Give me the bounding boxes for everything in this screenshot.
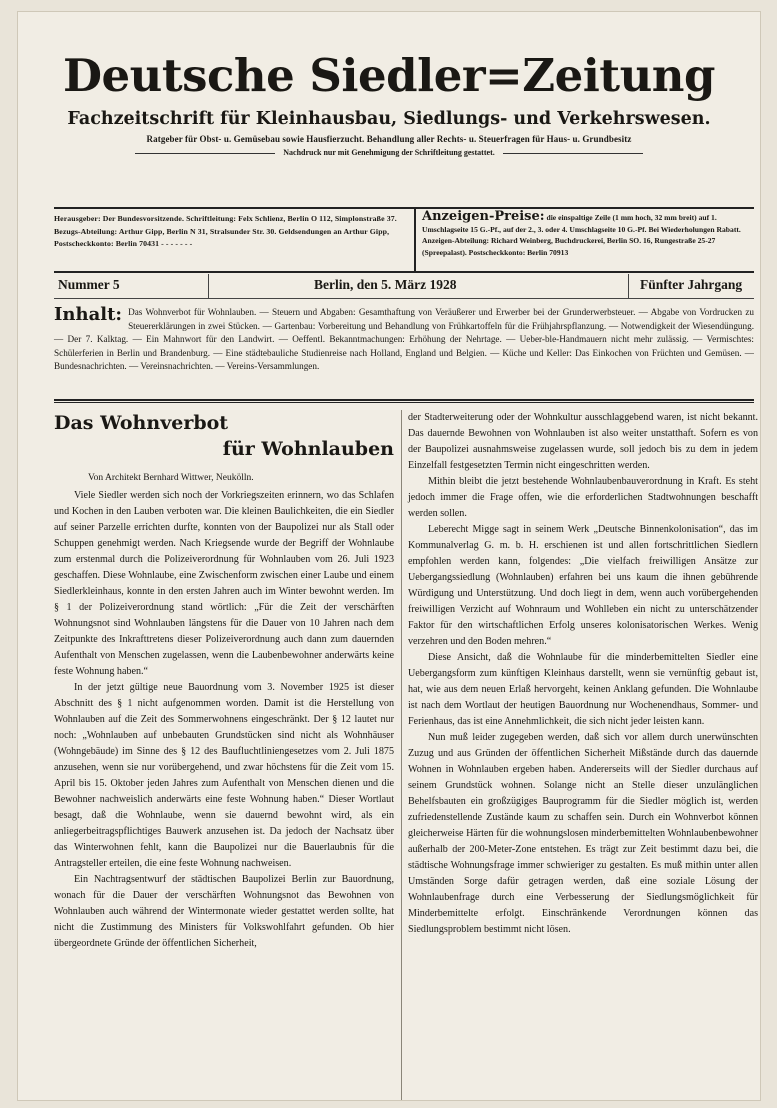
- inhalt-text: Das Wohnverbot für Wohnlauben. — Steuern und Abgaben: Gesamthaftung von Veräußerer und Erwerber bei der Grunderwerbsteuer. — Abgabe von Vordrucken zu Steuererklärungen in zwei Stücken. — Gartenbau: Vorbereitung und Behandlung von Frühkartoffeln für die Frühjahrspflanzung. — Notwendigkeit der Wiesendüngung. — Der 7. Kalktag. — Ein Mahnwort für den Landwirt. — Oeffentl. Bekanntmachungen: Erhöhung der Nehrtage. — Ueber-ble-Handmauern nicht mehr zulässig. — Vermischtes: Schülerferien in Berlin und Brandenburg. — Eine städtebauliche Studienreise nach Holland, England und Belgien. — Küche und Keller: Das Einkochen von Früchten und Gemüsen. — Bundesnachrichten. — Vereinsnachrichten. — Vereins-Versammlungen.: [54, 307, 754, 372]
- section-rule: [54, 399, 754, 401]
- ratgeber-line: Ratgeber für Obst- u. Gemüsebau sowie Hausfierzucht. Behandlung aller Rechts- u. Steuerfragen für Haus- u. Grundbesitz: [146, 134, 632, 144]
- issue-row: [54, 274, 754, 299]
- article-byline: Von Architekt Bernhard Wittwer, Neukölln.: [88, 473, 254, 483]
- article-headline-1: Das Wohnverbot: [54, 412, 229, 434]
- newspaper-subtitle: Fachzeitschrift für Kleinhausbau, Siedlungs- und Verkehrswesen.: [67, 109, 711, 129]
- masthead: [18, 48, 760, 160]
- inhalt-label: Inhalt:: [54, 304, 123, 325]
- article-paragraph: Viele Siedler werden sich noch der Vorkriegszeiten erinnern, wo das Schlafen und Kochen in den Lauben verboten war. Die kleinen Baulichkeiten, die ein Siedler auf seiner Parzelle errichten durfte, konnten von der Baupolizei nur als Stall oder Schuppen genehmigt werden. Nach Kriegsende wurde der Begriff der Wohnlaube zum erstenmal durch die Polizeiverordnung für Wohnlauben vom 26. Juli 1923 geschaffen. Diese Wohnlaube, eine Zwischenform zwischen einer Laube und einem Siedlerkleinhaus, konnte in den ersten Jahren auch im Winter bewohnt werden. Im § 1 der Polizeiverordnung stand wörtlich: „Für die Zeit der verschärften Wohnungsnot sind Wohnlauben längstens für die Dauer von 10 Jahren nach dem Zeitpunkte des Inkrafttretens dieser Polizeiverordnung auch dann zum dauernden Aufenthalt von Menschen zugelassen, wenn die Laubenbewohner anderwärts keine feste Wohnung haben.“: [54, 490, 394, 677]
- nachdruck-text: Nachdruck nur mit Genehmigung der Schriftleitung gestattet.: [283, 148, 495, 157]
- info-divider: [414, 209, 416, 271]
- column-divider: [401, 410, 402, 1100]
- section-rule-thin: [54, 402, 754, 403]
- nachdruck-notice: [18, 146, 760, 160]
- herausgeber-info: Herausgeber: Der Bundesvorsitzende. Schriftleitung: Felx Schlienz, Berlin O 112, Simplonstraße 37. Bezugs-Abteilung: Arthur Gipp, Berlin N 31, Stralsunder Str. 30. Geldsendungen an Arthur Gipp, Postscheckkonto: Berlin 70431 - - - - - - -: [54, 214, 397, 248]
- newspaper-title: Deutsche Siedler=Zeitung: [63, 49, 715, 102]
- issue-separator: [208, 274, 209, 298]
- article-paragraph: Mithin bleibt die jetzt bestehende Wohnlaubenbauverordnung in Kraft. Es steht jedoch immer die Frage offen, wie die erforderlichen Stadtwohnungen beschafft werden sollen.: [408, 476, 758, 519]
- article-headline-2: für Wohnlauben: [222, 438, 394, 460]
- anzeigen-title: Anzeigen-Preise:: [422, 209, 545, 224]
- issue-year: Fünfter Jahrgang: [640, 277, 743, 292]
- article-column-left: [54, 410, 394, 952]
- publisher-info-box: [54, 207, 754, 273]
- newspaper-page: [18, 12, 760, 1100]
- article-column-right: [408, 410, 758, 938]
- issue-number: Nummer 5: [58, 277, 120, 292]
- table-of-contents: [54, 306, 754, 374]
- article-paragraph: der Stadterweiterung oder der Wohnkultur ausschlaggebend waren, ist nicht bekannt. Das dauernde Bewohnen von Wohnlauben ist also weiter unstatthaft. Sofern es von der Baupolizei ausnahmsweise zugelassen wurde, soll jedoch bis zu dem in jedem Einzelfall festgesetzten Termin nicht eingeschritten werden.: [408, 412, 758, 471]
- article-paragraph: Nun muß leider zugegeben werden, daß sich vor allem durch unerwünschten Zuzug und aus Gründen der öffentlichen Sicherheit Mißstände durch das dauernde Wohnen in Wohnlauben ergeben haben. Andererseits will der Siedler durchaus auf seinem Grundstück wohnen. Solange nicht an Stelle dieser unzulänglichen Behelfsbauten ein großzügiges Bauprogramm für die Siedler möglich ist, werden zufriedenstellende Zustände kaum zu schaffen sein. Durch ein Wohnverbot können gleicherweise Härten für die wohnungslosen minderbemittelten Wohnlaubenbewohner außerhalb der 200-Meter-Zone entstehen. Es trägt zur Zeit bestimmt dazu bei, die städtische Wohnungsfrage immer schwieriger zu gestalten. Es muß mithin unter allen Umständen Sorge dafür getragen werden, daß eine soziale Lösung der Wohnlaubenfrage durch eine Verbesserung der Siedlungsmöglichkeit für Minderbemittelte erfolgt. Einschränkende Verordnungen können das Siedlungsproblem bestimmt nicht lösen.: [408, 732, 758, 935]
- anzeigen-info: [422, 211, 756, 258]
- article-paragraph: Ein Nachtragsentwurf der städtischen Baupolizei Berlin zur Bauordnung, wonach für die Dauer der verschärften Wohnungsnot das Bewohnen von Wohnlauben auch während der Wintermonate wieder gestattet werden sollte, hat nicht die Zustimmung des Ministers für Volkswohlfahrt gefunden. Ob hier übergeordnete Gründe der öffentlichen Sicherheit,: [54, 874, 394, 949]
- issue-date: Berlin, den 5. März 1928: [314, 277, 457, 292]
- anzeigen-text: die einspaltige Zeile (1 mm hoch, 32 mm breit) auf 1. Umschlagseite 15 G.-Pf., auf der 2., 3. oder 4. Umschlagseite 10 G.-Pf. Bei Wiederholungen Rabatt. Anzeigen-Abteilung: Richard Weinberg, Buchdruckerei, Berlin SO. 16, Rungestraße 25-27 (Spreepalast). Postscheckkonto: Berlin 70913: [422, 213, 741, 257]
- article-paragraph: Diese Ansicht, daß die Wohnlaube für die minderbemittelten Siedler eine Uebergangsform zum künftigen Kleinhaus darstellt, wenn sie vernünftig gebaut ist, hat, wie aus dem neuen Erlaß hervorgeht, keinen Anklang gefunden. Die Wohnlaube ist nach dem Wortlaut der heutigen Bauordnung nur Wochenendhaus, Sommer- und Ferienhaus, das ist eine Annehmlichkeit, die sich nicht jeder leisten kann.: [408, 652, 758, 727]
- issue-separator: [628, 274, 629, 298]
- article-paragraph: Leberecht Migge sagt in seinem Werk „Deutsche Binnenkolonisation“, das im Kommunalverlag G. m. b. H. erschienen ist und allen fortschrittlichen Siedlern empfohlen werden kann, folgendes: „Die vielfach freiwilligen Ansätze zur Uebergangssiedlung (Wohnlauben) erfahren bei uns kaum die ihnen gebührende Würdigung und Unterstützung. Und doch liegt in dem, wenn auch vorübergehenden freiwilligen Verzicht auf Wohnraum und Wohlleben ein nicht zu unterschätzender Faktor für den wirtschaftlichen Erfolg unseres kolonisatorischen Werkes. Wenig verzehren und den Boden mehren.“: [408, 524, 758, 647]
- article-paragraph: In der jetzt gültige neue Bauordnung vom 3. November 1925 ist dieser Abschnitt des § 1 nicht aufgenommen worden. Damit ist die Herstellung von Wohnlauben auf die Zeit des Sommerwohnens eingeschränkt. Der § 12 lautet nur noch: „Wohnlauben auf unbebauten Grundstücken sind nicht als Wohnhäuser (Wohngebäude) im Sinne des § 12 des Baufluchtliniengesetzes vom 2. Juli 1875 anzusehen, wenn sie nur vorübergehend, und zwar höchstens für die Zeit vom 15. April bis 15. Oktober jeden Jahres zum Aufenthalt von Menschen dienen und die Bewohner nachweislich anderwärts eine feste Wohnung haben.“ Dieser Wortlaut besagt, daß die Wohnlaube, wenn sie dauernd bewohnt wird, als ein anliegerbeitragspflichtiges Bauwerk anzusehen ist. Da jedoch der Nachsatz über das Winterwohnen fehlt, kann die Baupolizei nur die Bauerlaubnis für die Antragsteller erteilen, die eine feste Wohnung nachweisen.: [54, 682, 394, 869]
